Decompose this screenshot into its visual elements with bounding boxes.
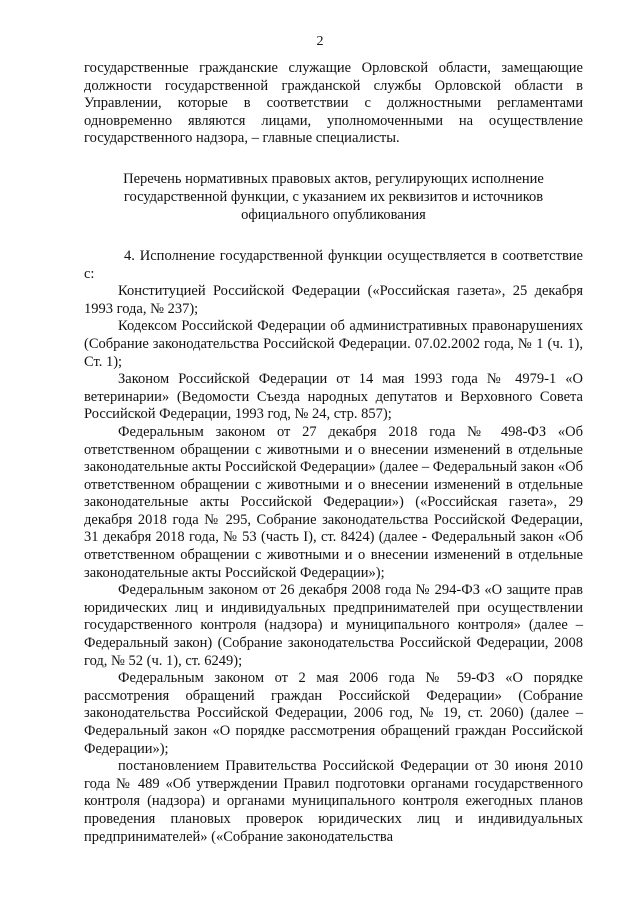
intro-paragraph: государственные гражданские служащие Орловской области, замещающие должности государственной гражданской службы Орловской области в Управлении, которые в соответствии с должностными регламентами одновременно являются лицами, уполномоченными на осуществление государственного надзора, – главные специалисты. <box>84 60 583 147</box>
administrative-code-paragraph: Кодексом Российской Федерации об административных правонарушениях (Собрание законодательства Российской Федерации. 07.02.2002 года, № 1 (ч. 1), Ст. 1); <box>84 318 583 370</box>
clause-4-paragraph: 4. Исполнение государственной функции осуществляется в соответствие с: <box>84 247 583 282</box>
section-heading-line-1: Перечень нормативных правовых актов, регулирующих исполнение <box>123 170 544 187</box>
government-resolution-paragraph: постановлением Правительства Российской Федерации от 30 июня 2010 года № 489 «Об утверждении Правил подготовки органами государственного контроля (надзора) и органами муниципального контроля ежегодных планов проведения плановых проверок юридических лиц и индивидуальных предпринимателей» («Собрание законодательства <box>84 758 583 845</box>
constitution-paragraph: Конституцией Российской Федерации («Российская газета», 25 декабря 1993 года, № 237); <box>84 283 583 317</box>
page-number: 2 <box>316 34 324 49</box>
control-law-paragraph: Федеральным законом от 26 декабря 2008 года № 294-ФЗ «О защите прав юридических лиц и индивидуальных предпринимателей при осуществлении государственного контроля (надзора) и муниципального контроля» (далее – Федеральный закон) (Собрание законодательства Российской Федерации, 2008 год, № 52 (ч. 1), ст. 6249); <box>84 582 583 669</box>
document-body <box>84 60 583 846</box>
veterinary-law-paragraph: Законом Российской Федерации от 14 мая 1993 года № 4979-1 «О ветеринарии» (Ведомости Съезда народных депутатов и Верховного Совета Российской Федерации, 1993 год, № 24, стр. 857); <box>84 371 583 423</box>
section-heading-line-2: государственной функции, с указанием их реквизитов и источников <box>123 188 544 205</box>
animal-treatment-law-paragraph: Федеральным законом от 27 декабря 2018 года № 498-ФЗ «Об ответственном обращении с животными и о внесении изменений в отдельные законодательные акты Российской Федерации» (далее – Федеральный закон «Об ответственном обращении с животными и о внесении изменений в отдельные законодательные акты Российской Федерации») («Российская газета», 29 декабря 2018 года № 295, Собрание законодательства Российской Федерации, 31 декабря 2018 года, № 53 (часть I), ст. 8424) (далее - Федеральный закон «Об ответственном обращении с животными и о внесении изменений в отдельные законодательные акты Российской Федерации»); <box>84 423 584 581</box>
section-heading <box>84 170 583 224</box>
citizen-appeals-law-paragraph: Федеральным законом от 2 мая 2006 года № 59-ФЗ «О порядке рассмотрения обращений граждан Российской Федерации» (Собрание законодательства Российской Федерации, 2006 год, № 19, ст. 2060) (далее – Федеральный закон «О порядке рассмотрения обращений граждан Российской Федерации»); <box>84 670 583 757</box>
section-heading-line-3: официального опубликования <box>241 206 426 223</box>
